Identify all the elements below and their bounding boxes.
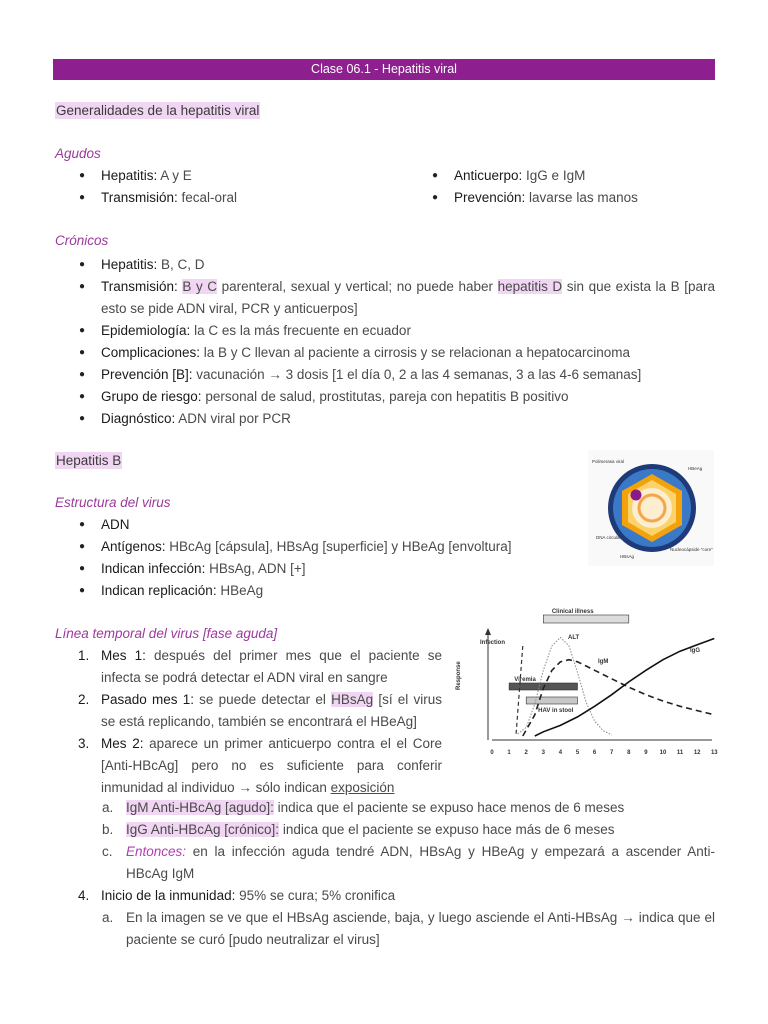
timeline-item-mes-2: 3. Mes 2: aparece un primer anticuerpo contra el el Core [Anti-HBcAg] pero no es suficiente para conferir inmunidad al individuo → sólo indican exposición	[78, 736, 442, 795]
list-item: ● Epidemiología: la C es la más frecuente en ecuador	[77, 320, 715, 342]
subheading-agudos: Agudos	[55, 146, 101, 161]
sublist-item: a. IgM Anti-HBcAg [agudo]: indica que el paciente se expuso hace menos de 6 meses	[102, 800, 625, 815]
label-nucleocapside: Nucleocápside "core"	[670, 547, 713, 552]
x-tick-label: 6	[592, 750, 597, 756]
timeline-item-mes-1: 1. Mes 1: después del primer mes que el paciente se infecta se podrá detectar el ADN viral en sangre	[78, 648, 442, 685]
timeline-sublist-inmunidad	[101, 907, 715, 951]
timeline-item-inmunidad: 4. Inicio de la inmunidad: 95% se cura; 5% cronifica	[78, 888, 396, 903]
list-item-transmision: ● Transmisión: B y C parenteral, sexual y vertical; no puede haber hepatitis D sin que exista la B [para esto se pide ADN viral, PCR y anticuerpos]	[77, 276, 715, 320]
x-tick-label: 0	[490, 750, 494, 756]
timeline-list-wide	[78, 885, 715, 907]
label-hbeag: HBeAg	[688, 466, 703, 471]
label-infection: Infection	[480, 640, 505, 646]
y-axis-label: Response	[456, 661, 462, 690]
list-item: ● Complicaciones: la B y C llevan al paciente a cirrosis y se relacionan a hepatocarcinoma	[77, 342, 715, 364]
x-tick-label: 12	[693, 750, 701, 756]
x-tick-label: 10	[659, 750, 667, 756]
x-tick-label: 4	[558, 750, 563, 756]
x-tick-label: 8	[627, 750, 631, 756]
sublist-item: c. Entonces: en la infección aguda tendré ADN, HBsAg y HBeAg y empezará a ascender Anti-HBcAg IgM	[102, 844, 715, 881]
list-item: ● Anticuerpo: IgG e IgM	[430, 165, 720, 187]
x-tick-label: 13	[710, 750, 718, 756]
x-tick-label: 7	[610, 750, 614, 756]
agudos-list-right	[430, 165, 720, 209]
page-title: Clase 06.1 - Hepatitis viral	[53, 59, 715, 80]
timeline-sublist-mes-2	[101, 797, 715, 885]
timeline-item-pasado-mes-1: 2. Pasado mes 1: se puede detectar el HBsAg [sí el virus se está replicando, también se encontrará el HBeAg]	[78, 692, 443, 729]
hepatitis-timeline-chart	[450, 604, 716, 762]
label-polimerasa: Polimerasa viral	[592, 459, 625, 464]
list-item: ● Hepatitis: A y E	[77, 165, 397, 187]
subheading-estructura: Estructura del virus	[55, 495, 171, 510]
label-hbsag: HBsAg	[620, 554, 635, 559]
label-igm: IgM	[598, 659, 609, 665]
list-item: ● Prevención [B]: vacunación → 3 dosis [1 el día 0, 2 a las 4 semanas, 3 a las 4-6 semanas]	[77, 364, 715, 386]
polimerasa-marker	[631, 490, 642, 501]
list-item: ● Grupo de riesgo: personal de salud, prostitutas, pareja con hepatitis B positivo	[77, 386, 715, 408]
section-title-generalidades: Generalidades de la hepatitis viral	[56, 103, 260, 118]
subheading-linea-temporal: Línea temporal del virus [fase aguda]	[55, 626, 278, 641]
chart-background	[450, 604, 716, 762]
list-item: ● ADN	[77, 514, 577, 536]
cronicos-list	[77, 254, 715, 430]
estructura-list	[77, 514, 577, 602]
x-tick-label: 9	[644, 750, 648, 756]
x-tick-label: 2	[524, 750, 528, 756]
list-item: ● Indican replicación: HBeAg	[77, 580, 577, 602]
bar-label: HAV in stool	[538, 708, 574, 714]
x-tick-label: 3	[541, 750, 545, 756]
sublist-item: a. En la imagen se ve que el HBsAg asciende, baja, y luego asciende el Anti-HBsAg → indica que el paciente se curó [pudo neutralizar el virus]	[102, 910, 715, 947]
list-item: ● Hepatitis: B, C, D	[77, 254, 715, 276]
label-dna: DNA circular	[596, 535, 622, 540]
label-igg: IgG	[690, 648, 700, 654]
virus-structure-figure	[588, 450, 714, 566]
subheading-cronicos: Crónicos	[55, 233, 109, 248]
agudos-list-left	[77, 165, 397, 209]
label-alt: ALT	[568, 635, 580, 641]
x-tick-label: 5	[575, 750, 580, 756]
list-item: ● Antígenos: HBcAg [cápsula], HBsAg [superficie] y HBeAg [envoltura]	[77, 536, 577, 558]
x-tick-label: 11	[676, 750, 684, 756]
timeline-list-narrow	[78, 645, 442, 799]
list-item: ● Indican infección: HBsAg, ADN [+]	[77, 558, 577, 580]
bar-label: Clinical illness	[551, 609, 594, 615]
list-item: ● Diagnóstico: ADN viral por PCR	[77, 408, 715, 430]
bar-label: Viremia	[514, 677, 536, 683]
list-item: ● Prevención: lavarse las manos	[430, 187, 720, 209]
sublist-item: b. IgG Anti-HBcAg [crónico]: indica que el paciente se expuso hace más de 6 meses	[102, 822, 615, 837]
bar-hav-in-stool	[526, 697, 577, 704]
x-tick-label: 1	[507, 750, 511, 756]
bar-clinical-illness	[543, 615, 629, 623]
list-item: ● Transmisión: fecal-oral	[77, 187, 397, 209]
section-title-hepatitis-b: Hepatitis B	[56, 453, 122, 468]
